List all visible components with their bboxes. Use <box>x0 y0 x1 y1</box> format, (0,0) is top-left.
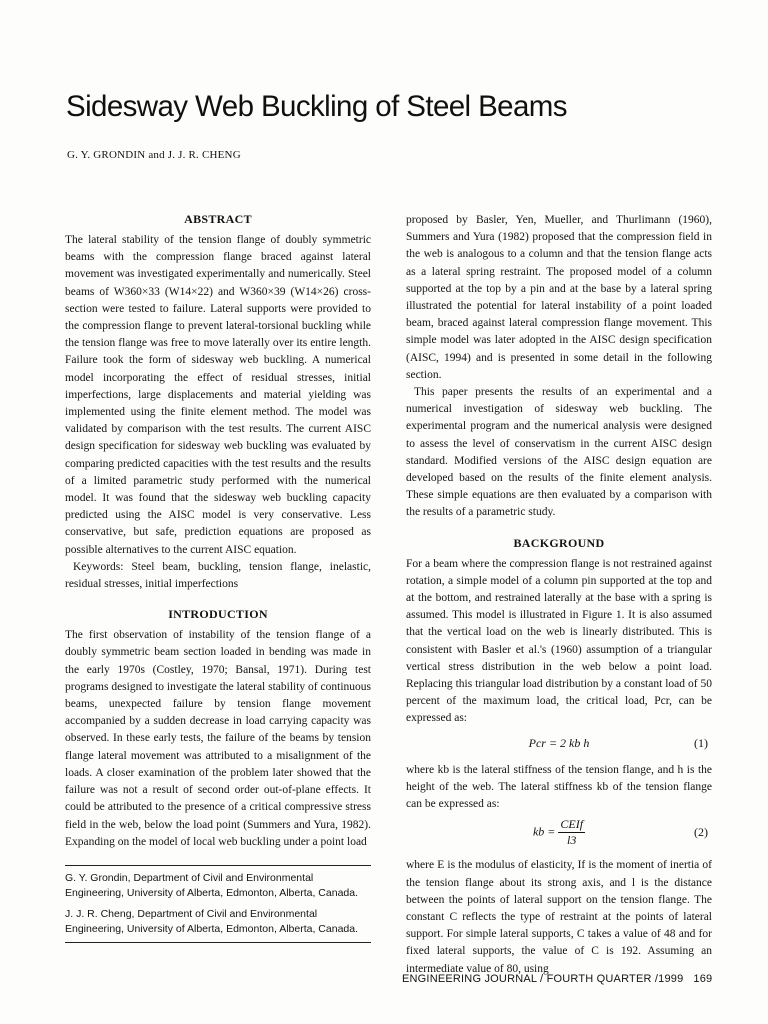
footnote-rule-bottom <box>65 942 371 943</box>
equation-1 <box>406 728 712 762</box>
page-footer <box>402 973 712 985</box>
author-affiliations <box>65 871 371 938</box>
left-column <box>65 212 371 943</box>
equation-2-denominator: l3 <box>567 833 577 848</box>
footnote-grondin: G. Y. Grondin, Department of Civil and Environmental Engineering, University of Alberta, Edmonton, Alberta, Canada. <box>65 871 359 900</box>
equation-1-number: (1) <box>694 735 708 750</box>
equation-2-numerator: CEIf <box>560 817 584 832</box>
paragraph-background: For a beam where the compression flange is not restrained against rotation, a simple model of a column pin supported at the top and at the bottom, and restrained laterally at the base with a spring is assumed. This model is illustrated in Figure 1. It is also assumed that the vertical load on the web is linearly distributed. This is consistent with Basler et al.'s (1960) assumption of a triangular vertical stress distribution in the web below a point load. Replacing this triangular load distribution by a constant load of 50 percent of the maximum load, the critical load, Pcr, can be expressed as: <box>406 557 712 725</box>
introduction-body: The first observation of instability of the tension flange of a doubly symmetric beam section loaded in bending was made in the early 1970s (Costley, 1970; Bansal, 1971). During test programs designed to investigate the lateral stability of continuous beams, unexpected failure by tension flange movement accompanied by a sudden decrease in load carrying capacity was observed. In these early tests, the failure of the beams by tension flange lateral movement was attributed to a misalignment of the loads. A closer examination of the problem later showed that the failure was not a result of second order out-of-plane effects. It could be attributed to the presence of a critical compressive stress field in the web, below the load point (Summers and Yura, 1982). Expanding on the model of local web buckling under a point load <box>65 629 371 848</box>
equation-2 <box>406 813 712 857</box>
paragraph-lateral-stiffness: where kb is the lateral stiffness of the tension flange, and h is the height of the web. The lateral stiffness kb of the tension flange can be expressed as: <box>406 763 712 811</box>
equation-2-fraction <box>558 817 585 848</box>
equation-2-number: (2) <box>694 825 708 840</box>
footnote-rule <box>65 865 371 866</box>
abstract-heading: ABSTRACT <box>184 212 252 226</box>
paper-title: Sidesway Web Buckling of Steel Beams <box>66 90 567 123</box>
equation-2-lhs: kb = <box>532 824 556 839</box>
equation-1-expression: Pcr = 2 kb h <box>528 735 590 750</box>
journal-name: ENGINEERING JOURNAL / FOURTH QUARTER /1999 <box>402 973 684 985</box>
introduction-heading: INTRODUCTION <box>168 607 268 622</box>
equation-2-expression <box>406 817 712 848</box>
paragraph-paper-scope: This paper presents the results of an experimental and a numerical investigation of sidesway web buckling. The experimental program and the numerical analysis were designed to assess the level of conservatism in the current AISC design standard. Modified versions of the AISC design equation are developed based on the results of the finite element analysis. These simple equations are then evaluated by a comparison with the results of a parametric study. <box>406 386 712 519</box>
paragraph-modulus: where E is the modulus of elasticity, If is the moment of inertia of the tension flange about its strong axis, and l is the distance between the points of lateral support on the tension flange. The constant C reflects the type of restraint at the points of lateral support. For simple lateral supports, C takes a value of 48 and for fixed lateral supports, the value of C is 192. Assuming an intermediate value of 80, using <box>406 859 712 975</box>
background-heading: BACKGROUND <box>513 535 605 550</box>
keywords: Keywords: Steel beam, buckling, tension flange, inelastic, residual stresses, initial imperfections <box>65 560 371 591</box>
right-column <box>406 212 712 978</box>
author-line: G. Y. GRONDIN and J. J. R. CHENG <box>67 149 241 161</box>
footnote-cheng: J. J. R. Cheng, Department of Civil and Environmental Engineering, University of Alberta, Edmonton, Alberta, Canada. <box>65 907 359 936</box>
page-number: 169 <box>693 973 713 985</box>
paragraph-basler: proposed by Basler, Yen, Mueller, and Thurlimann (1960), Summers and Yura (1982) proposed that the compression field in the web is analogous to a column and that the tension flange acts as a lateral spring restraint. The proposed model of a column supported at the top by a pin and at the base by a lateral spring illustrated the potential for lateral instability of a point loaded beam, braced against lateral compression flange movement. This simple model was later adopted in the AISC design specification (AISC, 1994) and is presented in some detail in the following section. <box>406 214 712 381</box>
abstract-body: The lateral stability of the tension flange of doubly symmetric beams with the compression flange braced against lateral movement was investigated experimentally and numerically. Steel beams of W360×33 (W14×22) and W360×39 (W14×26) cross-section were tested to failure. Lateral supports were provided to the compression flange to prevent lateral-torsional buckling while the tension flange was free to move laterally over its entire length. Failure took the form of sidesway web buckling. A numerical model incorporating the effect of residual stresses, initial imperfections, large displacements and material yielding was implemented using the finite element method. The model was validated by comparison with the test results. The current AISC design specification for sidesway web buckling was evaluated by comparing predicted capacities with the test results and the results of a limited parametric study performed with the numerical model. It was found that the sidesway web buckling capacity predicted using the AISC model is very conservative. Less conservative, but safe, prediction equations are proposed as possible alternatives to the current AISC equation. <box>65 234 371 556</box>
